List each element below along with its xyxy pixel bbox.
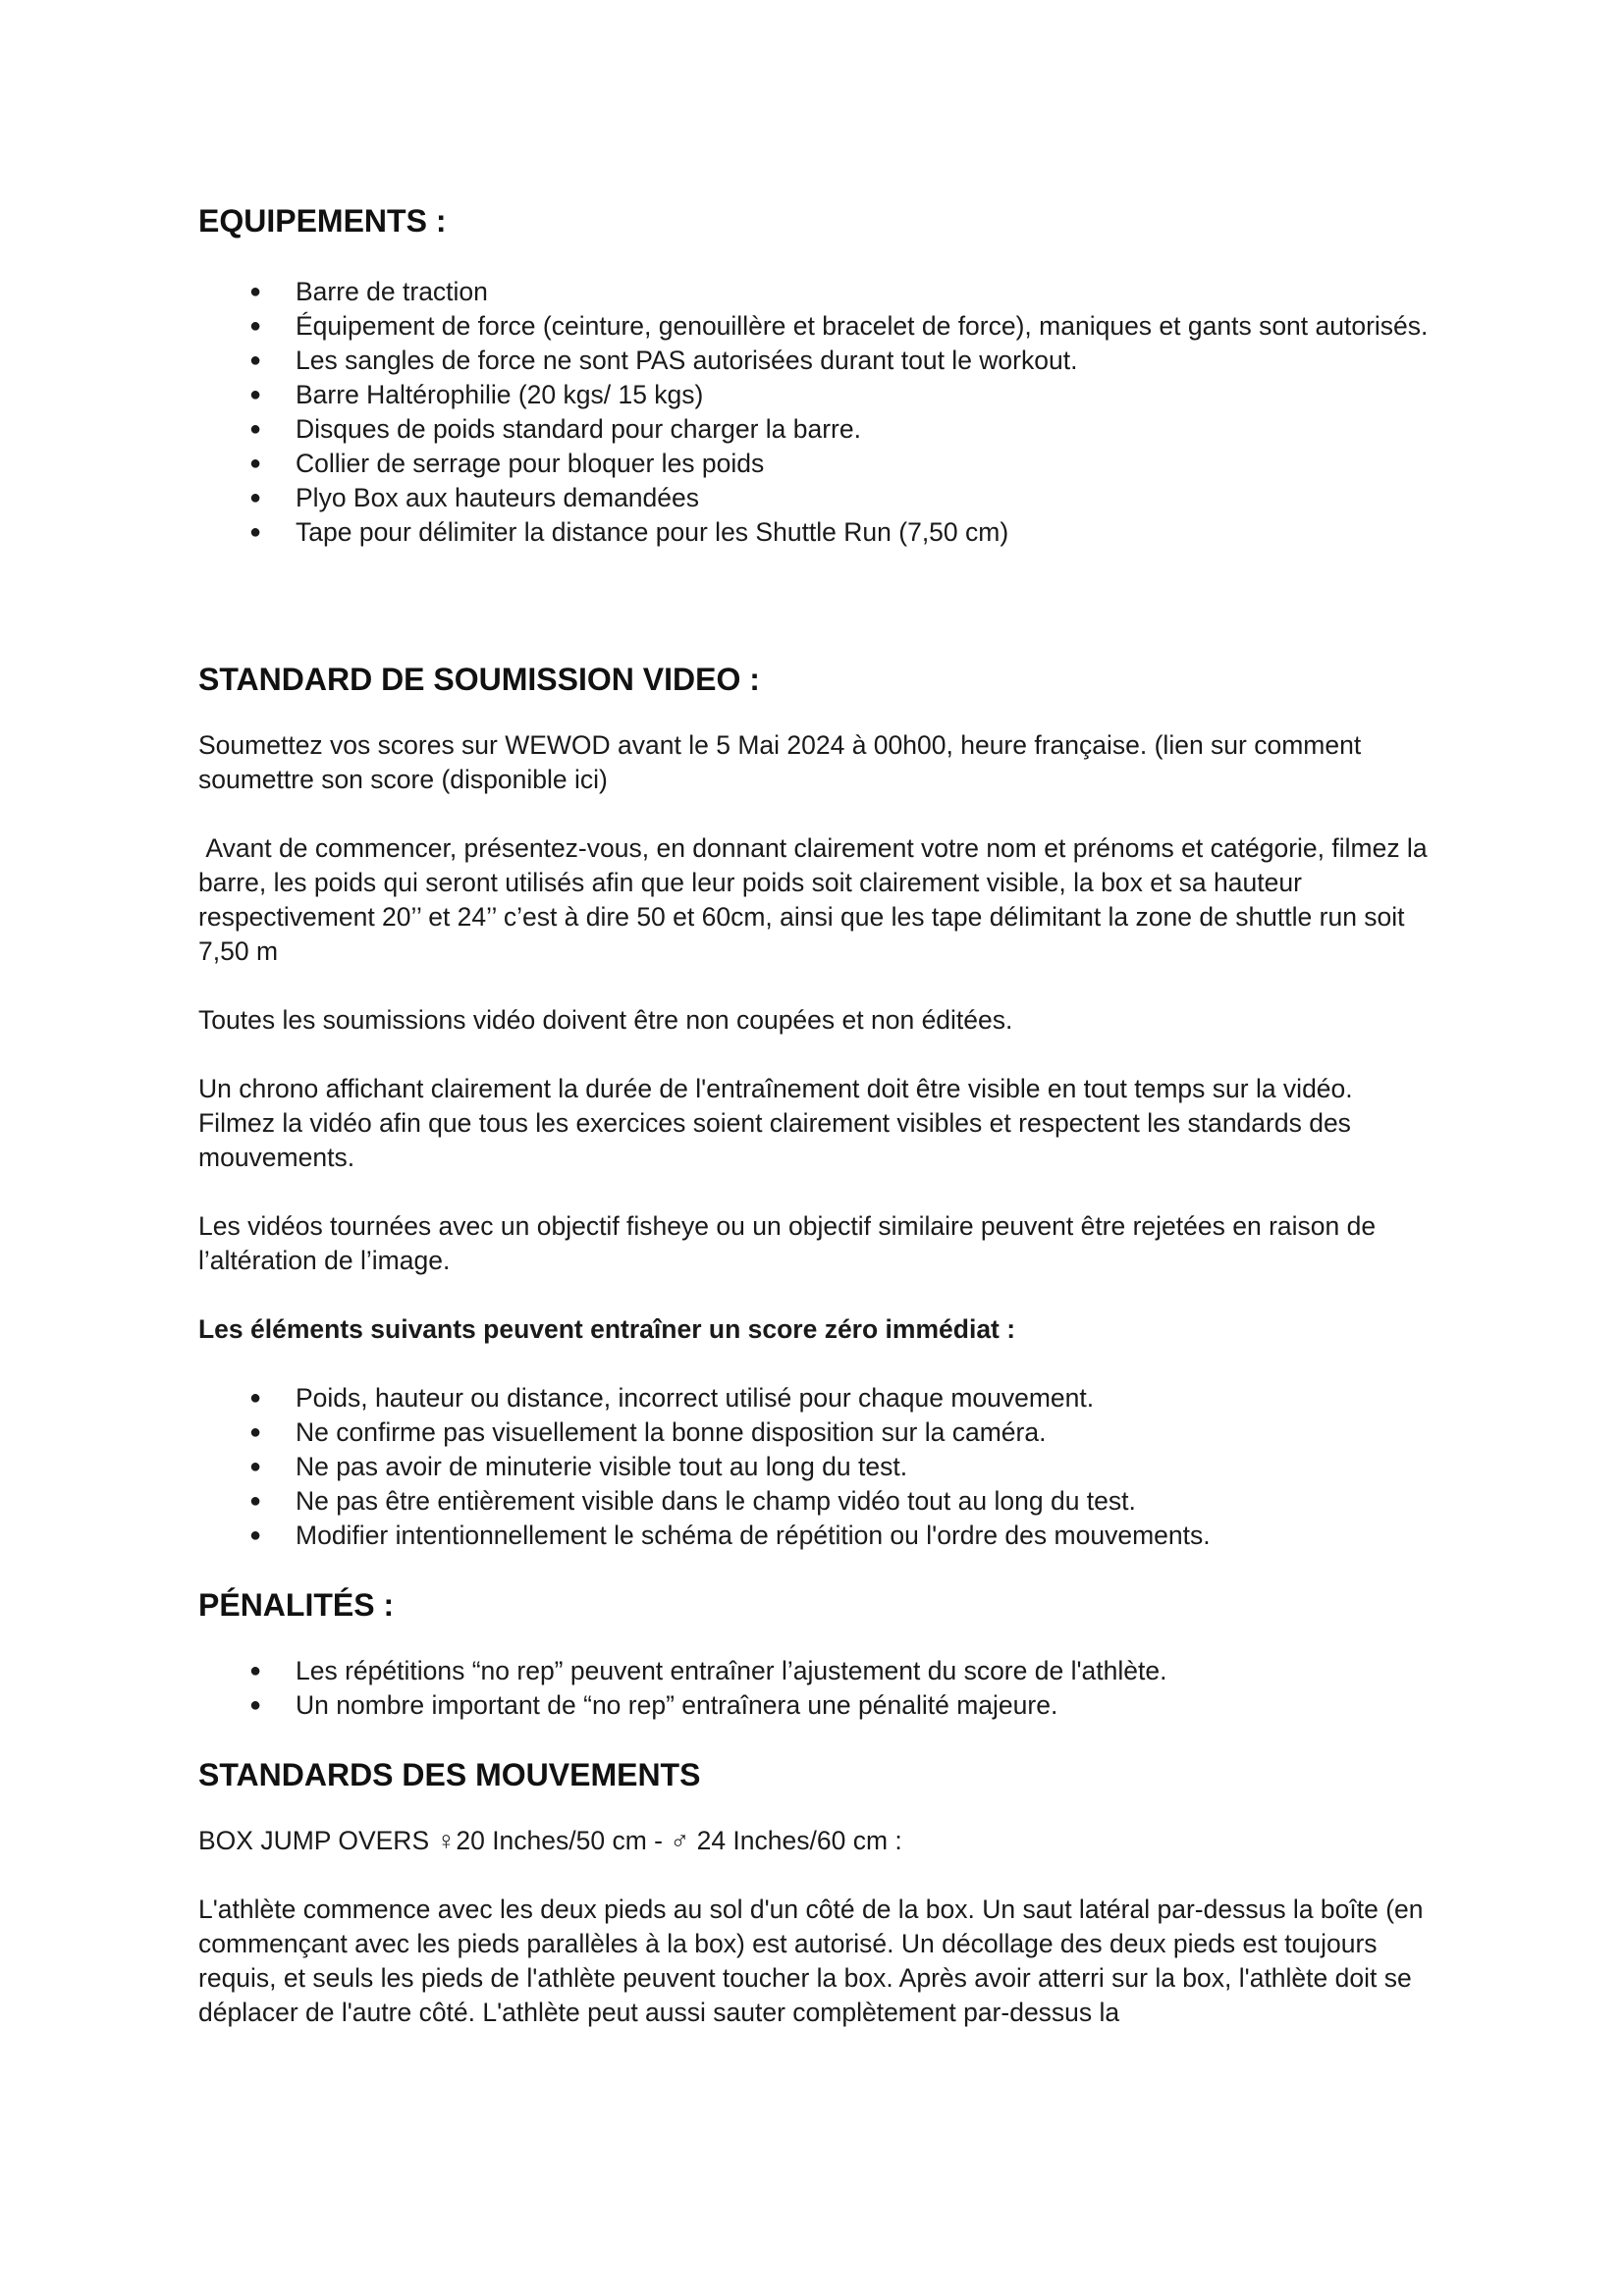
box-jump-title: BOX JUMP OVERS ♀20 Inches/50 cm - ♂ 24 Inches/60 cm : — [198, 1826, 902, 1855]
video-paragraph-deadline: Soumettez vos scores sur WEWOD avant le 5 Mai 2024 à 00h00, heure française. (lien sur comment soumettre son score (disponible ici) — [198, 730, 1362, 794]
list-item: ● Poids, hauteur ou distance, incorrect utilisé pour chaque mouvement. — [198, 1381, 1435, 1415]
bullet-icon: ● — [249, 1660, 262, 1682]
video-paragraph-fisheye: Les vidéos tournées avec un objectif fisheye ou un objectif similaire peuvent être rejetées en raison de l’altération de l’image. — [198, 1211, 1377, 1275]
list-item: ● Équipement de force (ceinture, genouillère et bracelet de force), maniques et gants sont autorisés. — [198, 309, 1435, 344]
bullet-icon: ● — [249, 1456, 262, 1477]
list-item: ● Plyo Box aux hauteurs demandées — [198, 481, 1435, 515]
list-item: ● Ne confirme pas visuellement la bonne disposition sur la caméra. — [198, 1415, 1435, 1450]
bullet-icon: ● — [249, 1694, 262, 1716]
zero-score-heading: Les éléments suivants peuvent entraîner un score zéro immédiat : — [198, 1314, 1016, 1344]
video-paragraph-uncut: Toutes les soumissions vidéo doivent être non coupées et non éditées. — [198, 1005, 1013, 1035]
list-item: ● Ne pas avoir de minuterie visible tout au long du test. — [198, 1450, 1435, 1484]
bullet-icon: ● — [249, 1524, 262, 1546]
video-heading: STANDARD DE SOUMISSION VIDEO : — [198, 662, 760, 697]
bullet-icon: ● — [249, 1387, 262, 1409]
penalites-heading: PÉNALITÉS : — [198, 1587, 395, 1623]
bullet-icon: ● — [249, 384, 262, 405]
bullet-icon: ● — [249, 1490, 262, 1512]
bullet-icon: ● — [249, 453, 262, 474]
list-item: ● Modifier intentionnellement le schéma de répétition ou l'ordre des mouvements. — [198, 1519, 1435, 1553]
bullet-icon: ● — [249, 521, 262, 543]
list-item: ● Tape pour délimiter la distance pour les Shuttle Run (7,50 cm) — [198, 515, 1435, 550]
zero-score-list — [198, 1381, 1435, 1553]
document-content — [198, 201, 1435, 2030]
bullet-icon: ● — [249, 349, 262, 371]
list-item: ● Collier de serrage pour bloquer les poids — [198, 447, 1435, 481]
box-jump-description: L'athlète commence avec les deux pieds au sol d'un côté de la box. Un saut latéral par-dessus la boîte (en commençant avec les pieds parallèles à la box) est autorisé. Un décollage des deux pieds est toujours requis, et seuls les pieds de l'athlète peuvent toucher la box. Après avoir atterri sur la box, l'athlète doit se déplacer de l'autre côté. L'athlète peut aussi sauter complètement par-dessus la — [198, 1895, 1424, 2027]
bullet-icon: ● — [249, 487, 262, 508]
list-item: ● Un nombre important de “no rep” entraînera une pénalité majeure. — [198, 1688, 1435, 1723]
list-item: ● Barre Haltérophilie (20 kgs/ 15 kgs) — [198, 378, 1435, 412]
video-paragraph-presentation: Avant de commencer, présentez-vous, en donnant clairement votre nom et prénoms et catégorie, filmez la barre, les poids qui seront utilisés afin que leur poids soit clairement visible, la box et sa hauteur respectivement 20’’ et 24’’ c’est à dire 50 et 60cm, ainsi que les tape délimitant la zone de shuttle run soit 7,50 m — [198, 833, 1434, 966]
list-item: ● Les répétitions “no rep” peuvent entraîner l’ajustement du score de l'athlète. — [198, 1654, 1435, 1688]
list-item: ● Les sangles de force ne sont PAS autorisées durant tout le workout. — [198, 344, 1435, 378]
equipements-heading: EQUIPEMENTS : — [198, 203, 447, 239]
bullet-icon: ● — [249, 315, 262, 337]
penalites-list — [198, 1654, 1435, 1723]
equipements-list — [198, 275, 1435, 550]
list-item: ● Disques de poids standard pour charger la barre. — [198, 412, 1435, 447]
bullet-icon: ● — [249, 281, 262, 302]
bullet-icon: ● — [249, 1421, 262, 1443]
video-paragraph-chrono: Un chrono affichant clairement la durée de l'entraînement doit être visible en tout temps sur la vidéo. Filmez la vidéo afin que tous les exercices soient clairement visibles et respectent les standards des mouvements. — [198, 1074, 1353, 1172]
list-item: ● Ne pas être entièrement visible dans le champ vidéo tout au long du test. — [198, 1484, 1435, 1519]
bullet-icon: ● — [249, 418, 262, 440]
standards-heading: STANDARDS DES MOUVEMENTS — [198, 1757, 701, 1792]
list-item: ● Barre de traction — [198, 275, 1435, 309]
